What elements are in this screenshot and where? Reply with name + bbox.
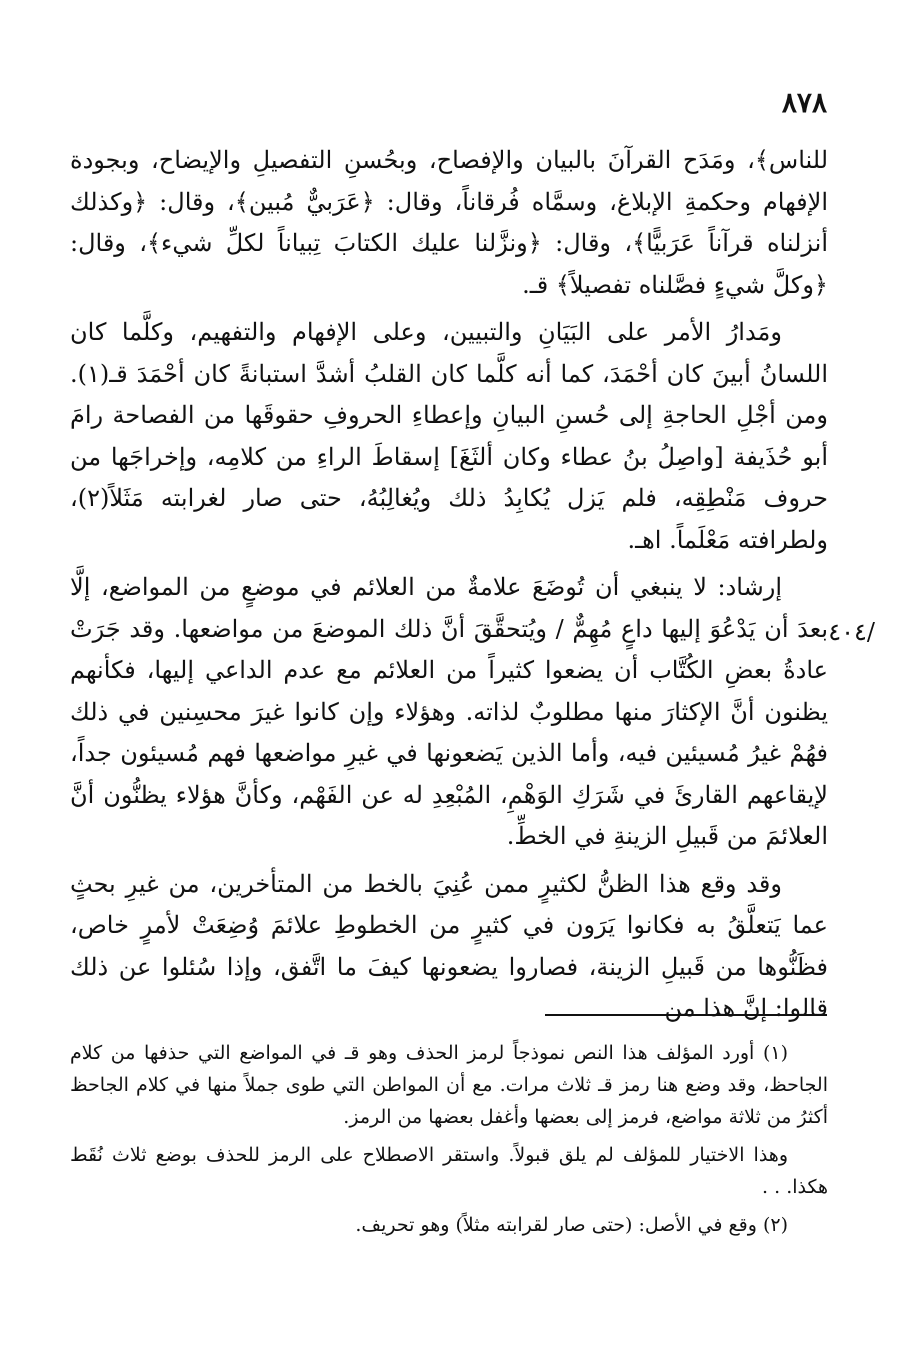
footnote-1-continued: وهذا الاختيار للمؤلف لم يلق قبولاً. واستقر الاصطلاح على الرمز للحذف بوضع ثلاث نُقَط هكذا. . . (70, 1144, 828, 1198)
paragraph-1: للناس﴾، ومَدَح القرآنَ بالبيان والإفصاح، وبحُسنِ التفصيلِ والإيضاح، وبجودة الإفهام وحكمةِ الإبلاغ، وسمَّاه فُرقاناً، وقال: ﴿عَرَبيٌّ مُبين﴾، وقال: ﴿وكذلك أنزلناه قرآناً عَرَبيًّا﴾، وقال: ﴿ونزَّلنا عليك الكتابَ تِبياناً لكلِّ شيء﴾، وقال: ﴿وكلَّ شيءٍ فصَّلناه تفصيلاً﴾ قـ. (70, 146, 828, 299)
paragraph-3: إرشاد: لا ينبغي أن تُوضَعَ علامةٌ من العلائم في موضعٍ من المواضع، إلَّا بعدَ أن يَدْعُوَ إليها داعٍ مُهِمٌّ / ويُتحقَّقَ أنَّ ذلك الموضعَ من مواضعها. وقد جَرَتْ عادةُ بعضِ الكُتَّاب أن يضعوا كثيراً من العلائم مع عدم الداعي إليها، فكأنهم يظنون أنَّ الإكثارَ منها مطلوبٌ لذاته. وهؤلاء وإن كانوا غيرَ محسِنين في ذلك فهُمْ غيرُ مُسيئين فيه، وأما الذين يَضعونها في غيرِ مواضعها فهم مُسيئون جداً، لإيقاعهم القارئَ في شَرَكِ الوَهْمِ، المُبْعِدِ له عن الفَهْم، وكأنَّ هؤلاء يظنُّون أنَّ العلائمَ من قَبيلِ الزينةِ في الخطِّ. (70, 573, 829, 850)
footnote-divider (545, 1014, 827, 1016)
paragraph-2: ومَدارُ الأمر على البَيَانِ والتبيين، وعلى الإفهام والتفهيم، وكلَّما كان اللسانُ أبينَ كان أحْمَدَ، كما أنه كلَّما كان القلبُ أشدَّ استبانةً كان أحْمَدَ قـ(١). ومن أجْلِ الحاجةِ إلى حُسنِ البيانِ وإعطاءِ الحروفِ حقوقَها من الفصاحة رامَ أبو حُذَيفة [واصِلُ بنُ عطاء وكان ألثَغَ] إسقاطَ الراءِ من كلامِه، وإخراجَها من حروف مَنْطِقِه، فلم يَزل يُكابِدُ ذلك ويُغالِبُهُ، حتى صار لغرابته مَثَلاً(٢)، ولطرافته مَعْلَماً. اهـ. (70, 318, 828, 554)
footnote-1: (١) أورد المؤلف هذا النص نموذجاً لرمز الحذف وهو قـ في المواضع التي حذفها من كلام الجاحظ، وقد وضع هنا رمز قـ ثلاث مرات. مع أن المواطن التي طوى جملاً منها في كلام الجاحظ أكثرُ من ثلاثة مواضع، فرمز إلى بعضها وأغفل بعضها من الرمز. (70, 1042, 828, 1128)
page-number: ٨٧٨ (781, 86, 827, 119)
main-text (70, 140, 828, 1030)
paragraph-4: وقد وقع هذا الظنُّ لكثيرٍ ممن عُنِيَ بالخط من المتأخرين، من غيرِ بحثٍ عما يَتعلَّقُ به فكانوا يَرَون في كثيرٍ من الخطوطِ علائمَ وُضِعَتْ لأمرٍ خاص، فظَنُّوها من قَبيلِ الزينة، فصاروا يضعونها كيفَ ما اتَّفق، وإذا سُئلوا عن ذلك قالوا: إنَّ هذا من (70, 869, 828, 1022)
footnotes (70, 1037, 828, 1241)
margin-reference: /٤٠٤ (828, 618, 875, 646)
footnote-2: (٢) وقع في الأصل: (حتى صار لقرابته مثلاً) وهو تحريف. (355, 1214, 788, 1236)
